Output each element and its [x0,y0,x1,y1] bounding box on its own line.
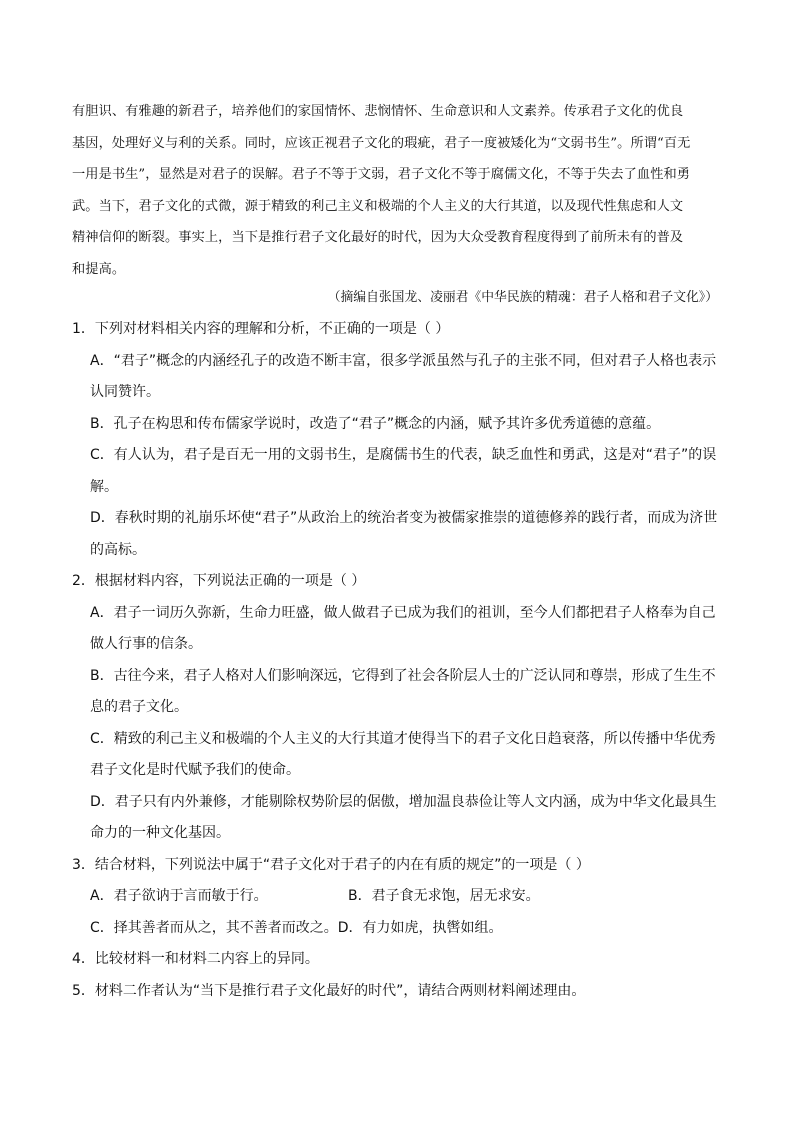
question-1-option-a: A．“君子”概念的内涵经孔子的改造不断丰富，很多学派虽然与孔子的主张不同，但对君子人格也表示 [90,352,717,369]
question-3-options-row-1 [72,881,732,913]
question-1-option-c: C．有人认为，君子是百无一用的文弱书生，是腐儒书生的代表，缺乏血性和勇武，这是对“君子”的误 [90,447,717,463]
question-4-stem: 4．比较材料一和材料二内容上的异同。 [72,951,319,967]
passage-line: 和提高。 [72,261,126,277]
question-1-option-d: D．春秋时期的礼崩乐坏使“君子”从政治上的统治者变为被儒家推崇的道德修养的践行者，而成为济世 [90,510,718,526]
question-2-option-b: B．古往今来，君子人格对人们影响深远，它得到了社会各阶层人士的广泛认同和尊崇，形成了生生不 [90,667,716,684]
question-1-option-b: B．孔子在构思和传布儒家学说时，改造了“君子”概念的内涵，赋予其许多优秀道德的意蕴。 [90,415,661,432]
passage-line: 基因，处理好义与利的关系。同时，应该正视君子文化的瑕疵，君子一度被矮化为“文弱书生”。所谓“百无 [72,135,691,151]
question-2-option-d-cont: 命力的一种文化基因。 [90,825,230,841]
passage-line: 一用是书生”，显然是对君子的误解。君子不等于文弱，君子文化不等于腐儒文化，不等于失去了血性和勇 [72,167,691,182]
questions-section [72,314,732,1007]
passage-line: 有胆识、有雅趣的新君子，培养他们的家国情怀、悲悯情怀、生命意识和人文素养。传承君子文化的优良 [72,104,684,119]
question-2-option-a: A．君子一词历久弥新，生命力旺盛，做人做君子已成为我们的祖训，至今人们都把君子人格奉为自己 [90,604,716,621]
question-1-option-a-cont: 认同赞许。 [90,384,160,400]
passage-text [72,96,722,285]
question-2-option-b-cont: 息的君子文化。 [90,699,188,715]
question-1-option-c-cont: 解。 [90,478,118,495]
passage-line: 精神信仰的断裂。事实上，当下是推行君子文化最好的时代，因为大众受教育程度得到了前所未有的普及 [72,230,684,245]
question-3-option-d: D．有力如虎，执辔如组。 [337,919,503,936]
passage-line: 武。当下，君子文化的式微，源于精致的利己主义和极端的个人主义的大行其道，以及现代性焦虑和人文 [72,198,684,214]
source-citation: （摘编自张国龙、凌丽君《中华民族的精魂：君子人格和君子文化》） [327,290,718,305]
question-3-option-c: C．择其善者而从之，其不善者而改之。 [90,919,338,936]
question-2-stem: 2．根据材料内容，下列说法正确的一项是（ ） [72,573,366,589]
question-2-option-c: C．精致的利己主义和极端的个人主义的大行其道才使得当下的君子文化日趋衰落，所以传播中华优秀 [90,730,716,747]
question-3-option-a: A．君子欲讷于言而敏于行。 [90,888,268,904]
question-2-option-c-cont: 君子文化是时代赋予我们的使命。 [90,762,300,778]
question-3-stem: 3．结合材料，下列说法中属于“君子文化对于君子的内在有质的规定”的一项是（ ） [72,856,590,873]
question-1-stem: 1．下列对材料相关内容的理解和分析，不正确的一项是（ ） [72,321,450,337]
question-1-option-d-cont: 的高标。 [90,541,146,558]
question-3-option-b: B．君子食无求饱，居无求安。 [348,888,540,904]
question-2-option-d: D．君子只有内外兼修，才能剔除权势阶层的倨傲，增加温良恭俭让等人文内涵，成为中华文化最具生 [90,793,717,810]
question-3-options-row-2 [72,913,732,945]
question-5-stem: 5．材料二作者认为“当下是推行君子文化最好的时代”，请结合两则材料阐述理由。 [72,982,586,999]
question-2-option-a-cont: 做人行事的信条。 [90,636,202,652]
